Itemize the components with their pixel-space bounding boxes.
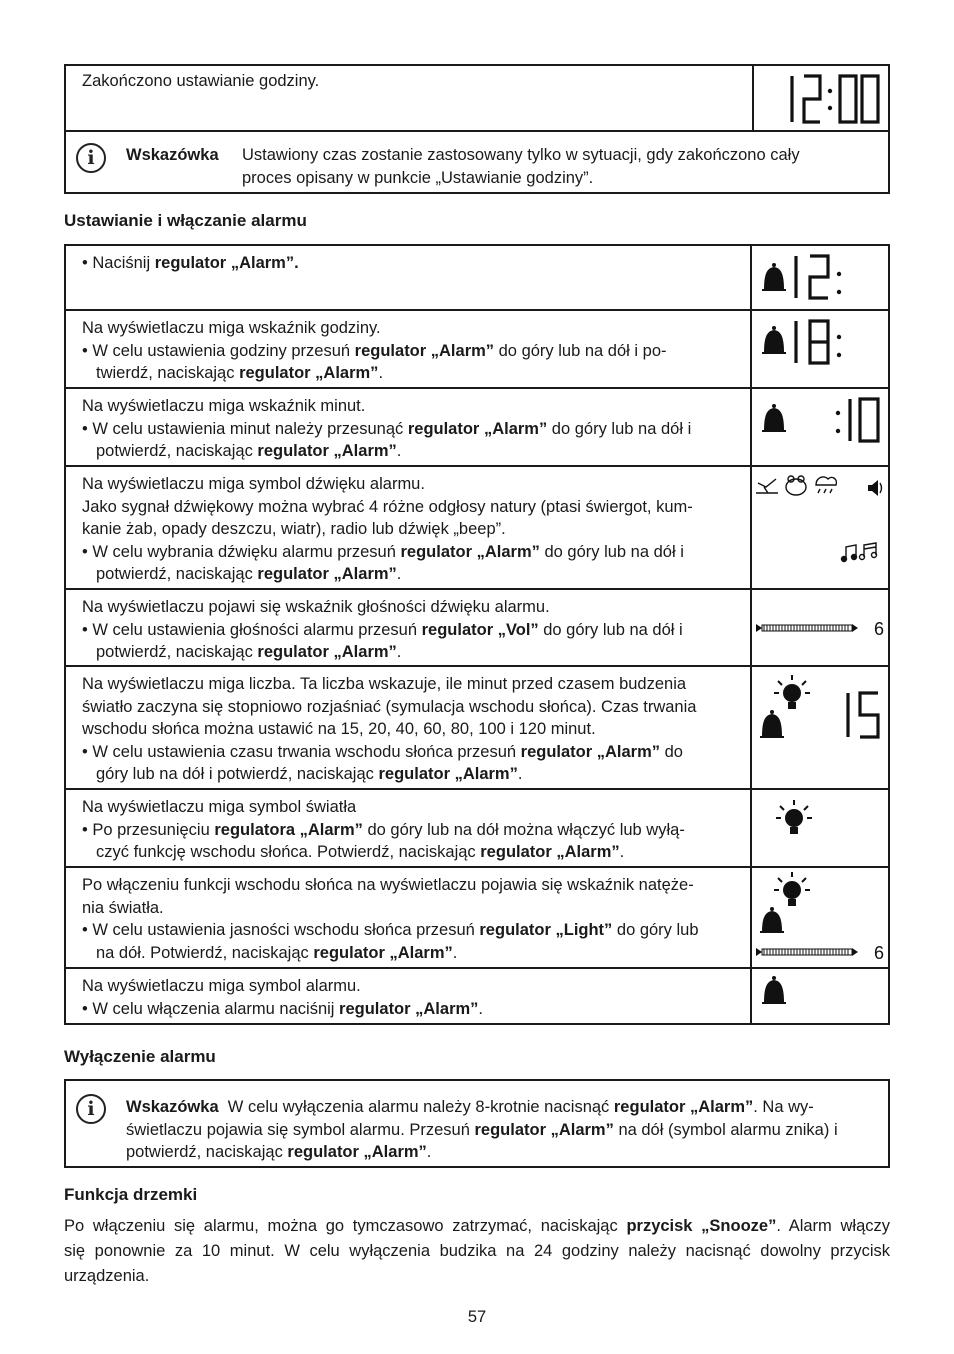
note-label: Wskazówka [126, 146, 219, 164]
lcd-value: 18: [752, 311, 754, 312]
lcd-18-colon [752, 311, 888, 385]
bulb-icon [776, 800, 812, 834]
note-text-1 [242, 144, 800, 189]
table-row [65, 245, 889, 310]
step-intro: Na wyświetlaczu miga symbol dźwięku alarmu. [82, 475, 425, 493]
step-bullet: • W celu włączenia alarmu naciśnij regulator „Alarm”. [82, 999, 484, 1018]
note-line: Wskazówka W celu wyłączenia alarmu należy 8-krotnie nacisnąć regulator „Alarm”. Na wy- [126, 1098, 814, 1116]
note-box-1 [126, 144, 219, 167]
table-row [65, 666, 889, 789]
bell-icon [760, 907, 784, 932]
lcd-colon-10 [752, 389, 888, 463]
lcd-display [751, 968, 889, 1024]
step-text [65, 968, 751, 1024]
bell-icon [762, 404, 786, 431]
lcd-display [752, 66, 890, 130]
section-title-alarm: Ustawianie i włączanie alarmu [64, 211, 307, 230]
note-line: świetlaczu pojawia się symbol alarmu. Przesuń regulator „Alarm” na dół (symbol alarmu znika) i [126, 1120, 838, 1139]
note-line: potwierdź, naciskając regulator „Alarm”. [126, 1143, 432, 1161]
note-text-2 [126, 1096, 882, 1164]
step-intro: Na wyświetlaczu miga symbol światła [82, 798, 357, 816]
lcd-display [751, 388, 889, 466]
bird-icon [756, 479, 778, 493]
step-intro: Na wyświetlaczu miga wskaźnik godziny. [82, 319, 381, 337]
table-row [65, 789, 889, 867]
light-value: 6 [874, 943, 885, 963]
step-line: Jako sygnał dźwiękowy można wybrać 4 różne odgłosy natury (ptasi świergot, kum- [82, 497, 693, 516]
lcd-display [751, 589, 889, 666]
lcd-12-colon [752, 246, 888, 308]
level-bar-icon [756, 624, 858, 632]
lcd-display [751, 466, 889, 589]
step-text [65, 245, 751, 310]
step-bullet: • W celu ustawienia głośności alarmu przesuń regulator „Vol” do góry lub na dół i potwierdź, naciskając regulator „Alarm”. [82, 620, 683, 661]
lcd-display [751, 867, 889, 968]
step-text [65, 466, 751, 589]
step-bullet: • W celu ustawienia jasności wschodu słońca przesuń regulator „Light” do góry lub na dół. Potwierdź, naciskając regulator „Alarm”. [82, 921, 699, 962]
volume-level [752, 590, 888, 662]
step-line: Na wyświetlaczu miga liczba. Ta liczba wskazuje, ile minut przed czasem budzenia [82, 675, 687, 693]
bell-icon [762, 326, 786, 353]
step-intro: Na wyświetlaczu pojawi się wskaźnik głośności dźwięku alarmu. [82, 598, 550, 616]
bell-icon [762, 263, 786, 290]
step-line: nia światła. [82, 898, 164, 917]
table-row [65, 867, 889, 968]
speaker-icon [868, 480, 882, 496]
table-row [65, 310, 889, 388]
table-row [65, 388, 889, 466]
step-intro: Na wyświetlaczu miga symbol alarmu. [82, 977, 361, 995]
light-symbol [752, 790, 888, 864]
lcd-12-00 [754, 66, 890, 130]
bulb-icon [774, 675, 810, 709]
step-line: Po włączeniu funkcji wschodu słońca na wyświetlaczu pojawia się wskaźnik natęże- [82, 876, 694, 894]
step-line: • Naciśnij regulator „Alarm”. [82, 254, 299, 272]
section-title-snooze: Funkcja drzemki [64, 1185, 198, 1204]
lcd-display [751, 310, 889, 388]
step-text [65, 789, 751, 867]
step-bullet: • W celu ustawienia minut należy przesunąć regulator „Alarm” do góry lub na dół i potwierdź, naciskając regulator „Alarm”. [82, 419, 692, 460]
lcd-value: :10 [752, 389, 754, 390]
bell-icon [760, 710, 784, 737]
frog-icon [786, 476, 806, 495]
time-set-box [64, 64, 890, 194]
time-set-text: Zakończono ustawianie godziny. [82, 72, 320, 90]
step-line: wschodu słońca można ustawić na 15, 20, 40, 60, 80, 100 i 120 minut. [82, 720, 596, 738]
music-icon [842, 543, 877, 562]
lcd-value: 15 [752, 667, 754, 668]
alarm-symbol [752, 969, 888, 1021]
control-name: regulator „Alarm”. [154, 254, 299, 272]
section-title-alarm-off: Wyłączenie alarmu [64, 1047, 216, 1066]
time-set-row [66, 66, 888, 132]
step-line: światło zaczyna się stopniowo rozjaśniać (symulacja wschodu słońca). Czas trwania [82, 697, 697, 716]
step-intro: Na wyświetlaczu miga wskaźnik minut. [82, 397, 366, 415]
volume-value: 6 [874, 619, 885, 639]
step-text [65, 310, 751, 388]
sound-symbols [752, 467, 888, 585]
info-icon: i [76, 143, 106, 173]
snooze-line: urządzenia. [64, 1267, 150, 1285]
step-bullet: • W celu ustawienia czasu trwania wschodu słońca przesuń regulator „Alarm” do góry lub na dół i potwierdź, naciskając regulator „Alarm”. [82, 742, 683, 783]
page-number: 57 [467, 1308, 487, 1326]
lcd-display [751, 666, 889, 789]
snooze-paragraph [64, 1214, 890, 1289]
note-line: Ustawiony czas zostanie zastosowany tylko w sytuacji, gdy zakończono cały [242, 146, 800, 164]
bell-icon [762, 976, 786, 1003]
step-bullet: • Po przesunięciu regulatora „Alarm” do góry lub na dół można włączyć lub wyłą- czyć funkcję wschodu słońca. Potwierdź, naciskając regulator „Alarm”. [82, 820, 685, 861]
lcd-display [751, 789, 889, 867]
info-icon: i [76, 1094, 106, 1124]
lcd-display [751, 245, 889, 310]
step-text [65, 589, 751, 666]
level-bar-icon [756, 948, 858, 956]
table-row [65, 589, 889, 666]
step-line: kanie żab, opady deszczu, wiatr), radio lub dźwięk „beep”. [82, 520, 506, 538]
light-intensity [752, 868, 888, 966]
step-bullet: • W celu wybrania dźwięku alarmu przesuń regulator „Alarm” do góry lub na dół i potwierdź, naciskając regulator „Alarm”. [82, 542, 684, 583]
bulb-icon [774, 872, 810, 906]
step-bullet: • W celu ustawienia godziny przesuń regulator „Alarm” do góry lub na dół i po- twierdź, naciskając regulator „Alarm”. [82, 341, 667, 382]
lcd-15-sunrise [752, 667, 888, 785]
snooze-line: się ponownie za 10 minut. W celu wyłączenia budzika na 24 godziny należy nacisnąć dowolny przycisk [64, 1242, 890, 1260]
note-line: proces opisany w punkcie „Ustawianie godziny”. [242, 168, 594, 187]
snooze-line: Po włączeniu się alarmu, można go tymczasowo zatrzymać, naciskając przycisk „Snooze”. Alarm włączy [64, 1217, 890, 1235]
step-text [65, 388, 751, 466]
lcd-time-value: 12:00 [754, 66, 757, 67]
step-text [65, 666, 751, 789]
note-label: Wskazówka [126, 1098, 219, 1116]
note-box-2 [64, 1079, 890, 1168]
table-row [65, 466, 889, 589]
step-text [65, 867, 751, 968]
rain-icon [816, 477, 836, 493]
alarm-steps-table [64, 244, 890, 1025]
lcd-value: 12: [752, 246, 754, 247]
table-row [65, 968, 889, 1024]
